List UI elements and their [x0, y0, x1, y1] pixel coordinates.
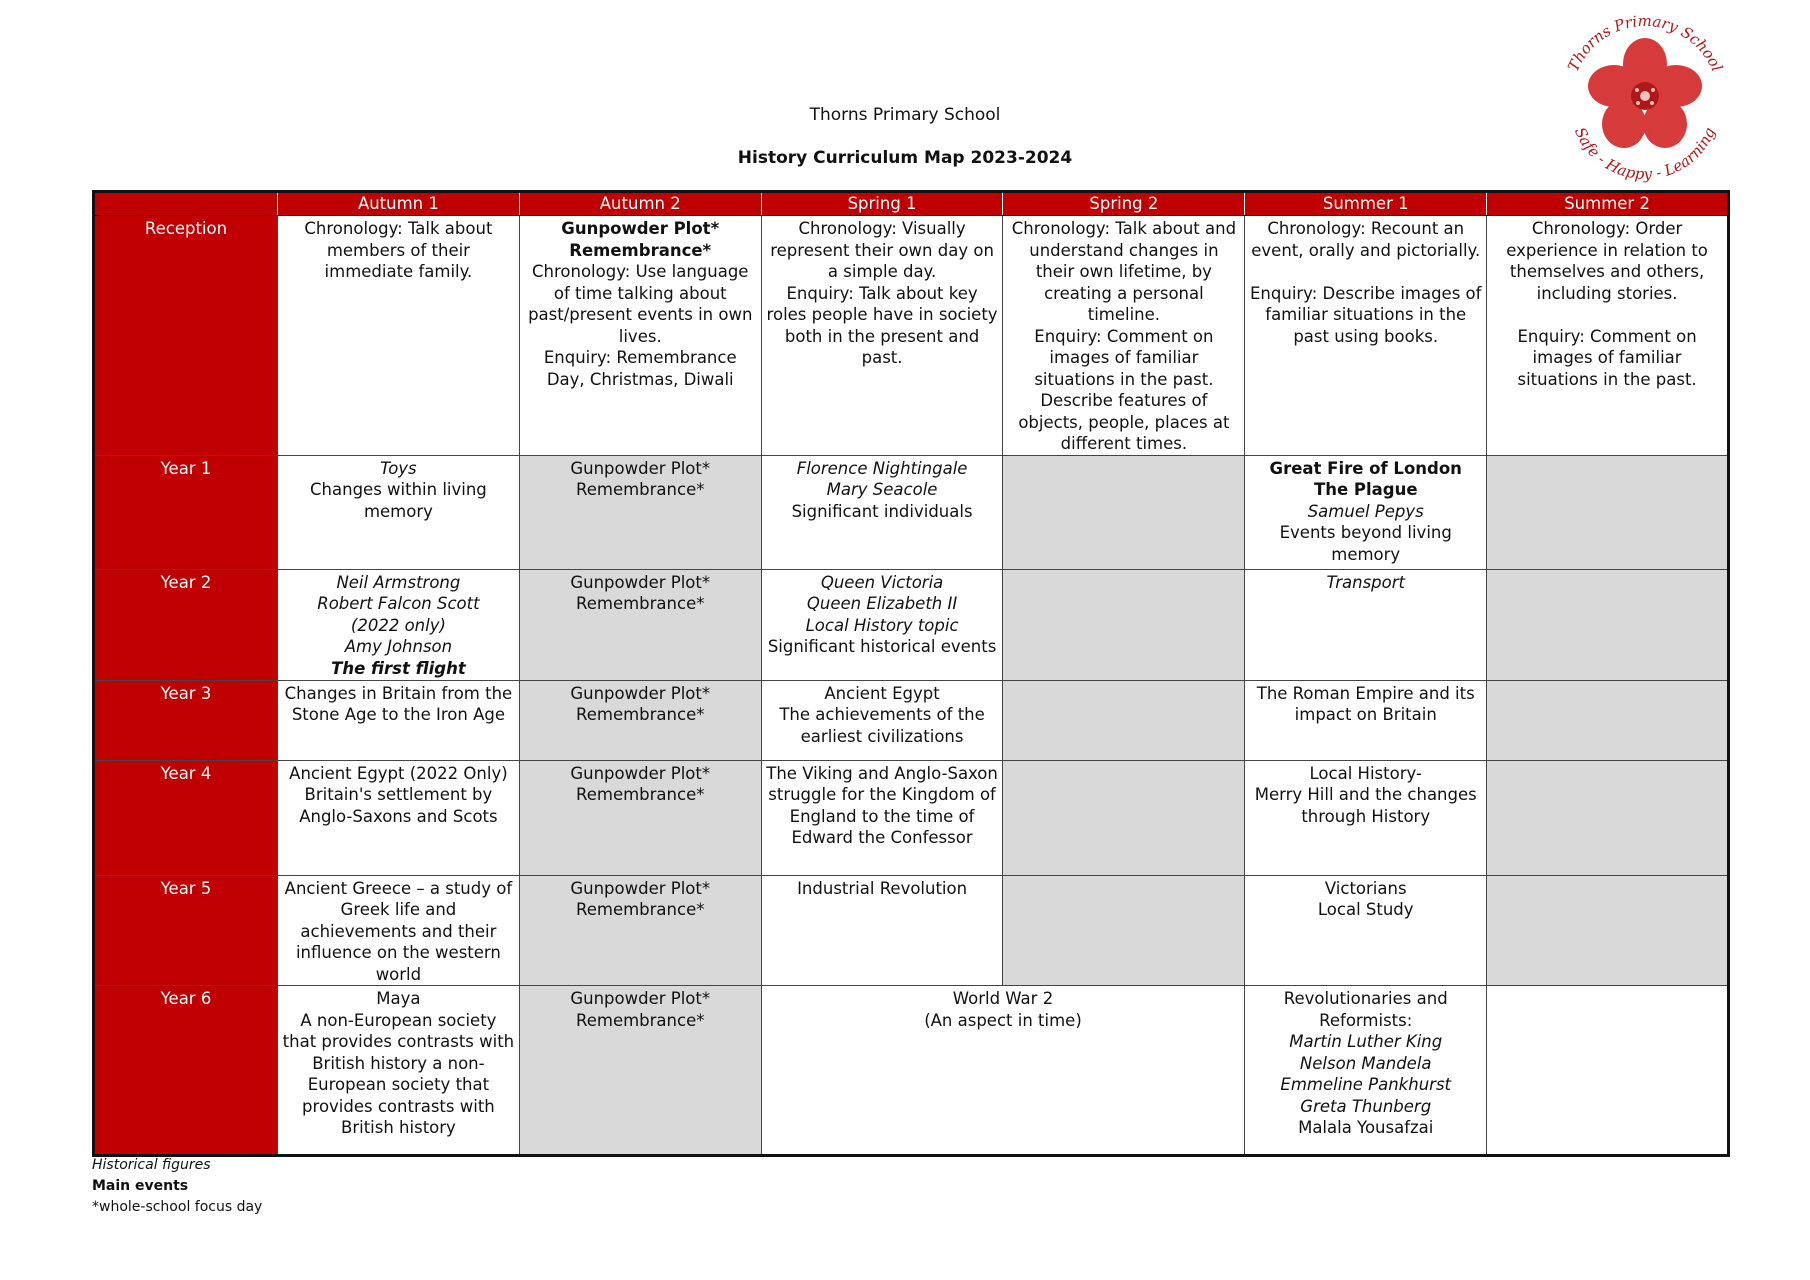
cell-year4-spring-2 — [1003, 760, 1245, 875]
cell-text: (An aspect in time) — [924, 1010, 1082, 1030]
cell-text: Enquiry: Comment on images of familiar situations in the past. — [1034, 326, 1214, 389]
cell-text: Changes within living memory — [310, 480, 487, 521]
historical-figure-text: Emmeline Pankhurst — [1280, 1075, 1452, 1094]
cell-year5-autumn-1: Ancient Greece – a study of Greek life and achievements and their influence on the western world — [278, 875, 520, 986]
row-label-year-5: Year 5 — [94, 875, 278, 986]
historical-figure-text: Mary Seacole — [826, 480, 938, 499]
cell-text: Revolutionaries and Reformists: — [1283, 989, 1448, 1030]
cell-text: Ancient Egypt (2022 Only) — [289, 763, 508, 783]
row-year-2 — [94, 569, 1729, 680]
cell-year1-summer-1 — [1245, 455, 1487, 569]
cell-text: Describe features of objects, people, places at different times. — [1018, 391, 1230, 453]
cell-text: Enquiry: Remembrance Day, Christmas, Diwali — [543, 348, 737, 389]
main-event-text: The first flight — [331, 658, 466, 678]
cell-text: Ancient Egypt — [824, 683, 940, 703]
cell-year5-autumn-2 — [519, 875, 761, 986]
curriculum-table — [92, 190, 1730, 1157]
cell-year6-autumn-1 — [278, 986, 520, 1156]
row-year-4 — [94, 760, 1729, 875]
cell-year1-summer-2 — [1487, 455, 1729, 569]
cell-text: Chronology: Use language of time talking about past/present events in own lives. — [528, 262, 753, 346]
cell-text: A non-European society that provides contrasts with British history a non-European society that provides contrasts with British history — [282, 1010, 515, 1137]
cell-text: Maya — [376, 989, 421, 1008]
svg-text:Thorns Primary School: Thorns Primary School — [1564, 11, 1726, 75]
cell-year4-autumn-1 — [278, 760, 520, 875]
cell-text: Gunpowder Plot* — [570, 878, 711, 898]
historical-figure-text: Nelson Mandela — [1299, 1053, 1432, 1073]
row-year-6 — [94, 986, 1729, 1156]
row-year-5 — [94, 875, 1729, 986]
header-spring-2: Spring 2 — [1003, 192, 1245, 216]
cell-reception-summer-1 — [1245, 216, 1487, 456]
cell-reception-spring-1 — [761, 216, 1003, 456]
cell-year3-summer-1: The Roman Empire and its impact on Britain — [1245, 680, 1487, 760]
cell-text: Local Study — [1317, 900, 1414, 919]
historical-figure-text: Queen Victoria — [820, 572, 944, 592]
cell-text: Gunpowder Plot* — [570, 763, 711, 783]
cell-year5-spring-1: Industrial Revolution — [761, 875, 1003, 986]
cell-reception-autumn-1: Chronology: Talk about members of their immediate family. — [278, 216, 520, 456]
cell-reception-summer-2 — [1487, 216, 1729, 456]
historical-figure-text: Martin Luther King — [1289, 1032, 1443, 1051]
legend-historical-figures: Historical figures — [92, 1157, 211, 1173]
cell-text: Enquiry: Talk about key roles people have in society both in the present and past. — [766, 283, 998, 367]
cell-text: Remembrance* — [576, 705, 705, 724]
cell-year4-autumn-2 — [519, 760, 761, 875]
cell-text: (2022 only) — [350, 615, 446, 635]
cell-text: Local History- — [1309, 763, 1422, 783]
cell-text: Remembrance* — [576, 785, 705, 804]
cell-text: Enquiry: Comment on images of familiar situations in the past. — [1517, 326, 1697, 389]
cell-text: The achievements of the earliest civilizations — [779, 705, 985, 746]
cell-text: Remembrance* — [576, 480, 705, 499]
cell-year3-summer-2 — [1487, 680, 1729, 760]
cell-year6-summer-1 — [1245, 986, 1487, 1156]
historical-figure-text: Amy Johnson — [344, 637, 453, 656]
legend-main-events: Main events — [92, 1178, 189, 1194]
cell-text: Gunpowder Plot* — [570, 572, 711, 592]
cell-year4-summer-1 — [1245, 760, 1487, 875]
cell-text: Merry Hill and the changes through History — [1254, 785, 1477, 826]
cell-year3-autumn-2 — [519, 680, 761, 760]
cell-year3-spring-2 — [1003, 680, 1245, 760]
cell-text: Transport — [1326, 572, 1406, 592]
cell-year1-autumn-2 — [519, 455, 761, 569]
spacer — [1491, 304, 1723, 326]
cell-year4-summer-2 — [1487, 760, 1729, 875]
cell-text: Chronology: Recount an event, orally and pictorially. — [1251, 219, 1481, 260]
row-year-3 — [94, 680, 1729, 760]
row-label-year-3: Year 3 — [94, 680, 278, 760]
header-autumn-2: Autumn 2 — [519, 192, 761, 216]
legend-focus-day: *whole-school focus day — [92, 1199, 263, 1215]
historical-figure-text: Neil Armstrong — [336, 572, 461, 592]
cell-year1-autumn-1 — [278, 455, 520, 569]
cell-year1-spring-2 — [1003, 455, 1245, 569]
cell-text: Britain's settlement by Anglo-Saxons and Scots — [299, 785, 498, 826]
cell-year2-summer-2 — [1487, 569, 1729, 680]
cell-text: Local History topic — [805, 615, 959, 635]
cell-year4-spring-1: The Viking and Anglo-Saxon struggle for the Kingdom of England to the time of Edward the Confessor — [761, 760, 1003, 875]
cell-year1-spring-1 — [761, 455, 1003, 569]
header-autumn-1: Autumn 1 — [278, 192, 520, 216]
school-name: Thorns Primary School — [809, 105, 1001, 125]
cell-year5-summer-2 — [1487, 875, 1729, 986]
cell-text: Chronology: Visually represent their own day on a simple day. — [770, 219, 994, 281]
cell-text: Chronology: Talk about and understand changes in their own lifetime, by creating a personal timeline. — [1011, 219, 1237, 324]
row-label-year-6: Year 6 — [94, 986, 278, 1156]
svg-text:Safe - Happy - Learning: Safe - Happy - Learning — [1570, 124, 1720, 184]
row-label-reception: Reception — [94, 216, 278, 456]
cell-text: Malala Yousafzai — [1298, 1118, 1434, 1137]
cell-year2-spring-2 — [1003, 569, 1245, 680]
cell-text: Significant historical events — [767, 637, 997, 656]
cell-text: Gunpowder Plot* — [570, 989, 711, 1008]
cell-year6-spring — [761, 986, 1245, 1156]
cell-year5-spring-2 — [1003, 875, 1245, 986]
cell-text: Remembrance* — [576, 1010, 705, 1030]
header-corner — [94, 192, 278, 216]
main-event-text: Great Fire of London — [1269, 458, 1462, 478]
cell-text: Remembrance* — [576, 900, 705, 919]
cell-text: Significant individuals — [791, 501, 973, 521]
legend — [92, 1155, 262, 1218]
main-event-text: Gunpowder Plot* — [561, 219, 720, 238]
header-summer-2: Summer 2 — [1487, 192, 1729, 216]
cell-year2-summer-1 — [1245, 569, 1487, 680]
spacer — [1249, 261, 1482, 283]
cell-reception-autumn-2 — [519, 216, 761, 456]
row-reception — [94, 216, 1729, 456]
row-year-1 — [94, 455, 1729, 569]
cell-year2-spring-1 — [761, 569, 1003, 680]
main-event-text: The Plague — [1313, 480, 1418, 499]
row-label-year-2: Year 2 — [94, 569, 278, 680]
cell-year2-autumn-1 — [278, 569, 520, 680]
cell-text: Remembrance* — [576, 594, 705, 613]
cell-year3-autumn-1: Changes in Britain from the Stone Age to the Iron Age — [278, 680, 520, 760]
cell-year5-summer-1 — [1245, 875, 1487, 986]
cell-text: Events beyond living memory — [1279, 523, 1452, 564]
main-event-text: Remembrance* — [569, 240, 712, 260]
cell-year2-autumn-2 — [519, 569, 761, 680]
historical-figure-text: Toys — [380, 458, 417, 478]
cell-text: Victorians — [1324, 878, 1407, 898]
cell-text: World War 2 — [952, 989, 1054, 1008]
header-spring-1: Spring 1 — [761, 192, 1003, 216]
header-summer-1: Summer 1 — [1245, 192, 1487, 216]
cell-text: Gunpowder Plot* — [570, 683, 711, 703]
cell-year6-summer-2 — [1487, 986, 1729, 1156]
cell-year6-autumn-2 — [519, 986, 761, 1156]
historical-figure-text: Florence Nightingale — [796, 458, 968, 478]
header-row — [94, 192, 1729, 216]
cell-text: Gunpowder Plot* — [570, 458, 711, 478]
row-label-year-4: Year 4 — [94, 760, 278, 875]
historical-figure-text: Robert Falcon Scott — [317, 594, 480, 613]
cell-text: Chronology: Order experience in relation to themselves and others, including stories. — [1506, 219, 1708, 303]
historical-figure-text: Greta Thunberg — [1300, 1096, 1432, 1116]
cell-reception-spring-2 — [1003, 216, 1245, 456]
historical-figure-text: Samuel Pepys — [1307, 501, 1424, 521]
cell-text: Enquiry: Describe images of familiar situations in the past using books. — [1250, 283, 1482, 346]
historical-figure-text: Queen Elizabeth II — [806, 594, 958, 613]
row-label-year-1: Year 1 — [94, 455, 278, 569]
cell-year3-spring-1 — [761, 680, 1003, 760]
school-logo — [1550, 4, 1740, 194]
page-title: History Curriculum Map 2023-2024 — [737, 148, 1073, 168]
